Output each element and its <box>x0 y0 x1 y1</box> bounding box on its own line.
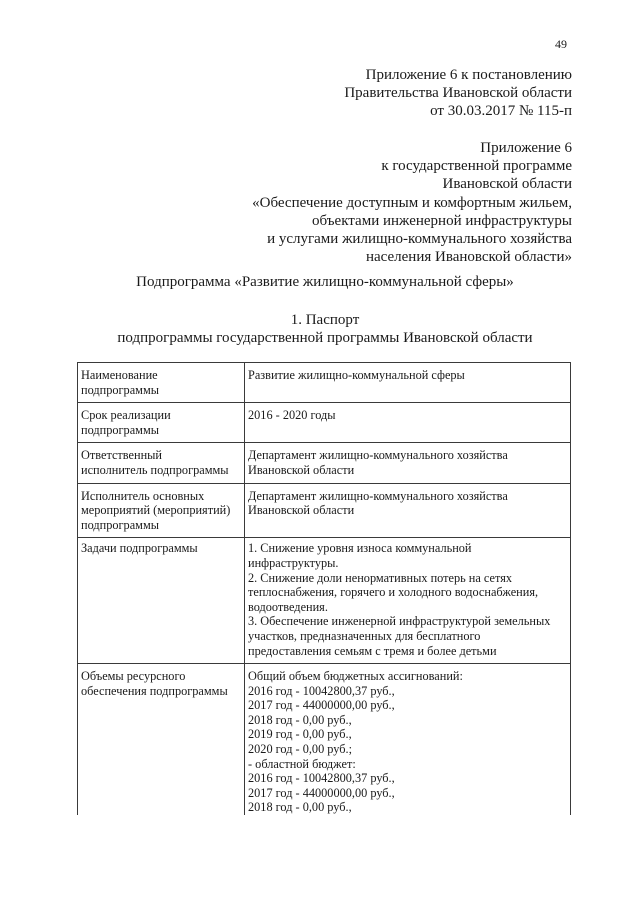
table-row <box>78 403 571 443</box>
appendix-program-line: к государственной программе <box>381 158 572 175</box>
row-value-cell <box>245 664 571 815</box>
appendix-decree-line: Правительства Ивановской области <box>344 85 572 102</box>
subprogram-title: Подпрограмма «Развитие жилищно-коммунальной сферы» <box>136 274 514 290</box>
appendix-program-line: населения Ивановской области» <box>365 249 572 266</box>
row-value-line: Общий объем бюджетных ассигнований: <box>248 669 463 684</box>
appendix-program-line: и услугами жилищно-коммунального хозяйства <box>267 231 572 248</box>
row-label-line: Задачи подпрограммы <box>81 541 198 556</box>
row-label-line: подпрограммы <box>81 422 159 437</box>
appendix-program-line: объектами инженерной инфраструктуры <box>312 212 572 229</box>
row-label-cell <box>78 443 245 483</box>
table-row <box>78 483 571 538</box>
row-value-line: участков, предназначенных для бесплатного <box>248 628 481 643</box>
row-value-line: 2016 - 2020 годы <box>248 408 336 423</box>
row-value-line: 2017 год - 44000000,00 руб., <box>248 698 395 713</box>
row-value-line: водоотведения. <box>248 599 328 614</box>
row-label-cell <box>78 664 245 815</box>
row-value-cell <box>245 443 571 483</box>
passport-subtitle: подпрограммы государственной программы Ивановской области <box>117 330 533 346</box>
row-label-line: Исполнитель основных <box>81 488 205 503</box>
table-row <box>78 538 571 664</box>
row-label-cell <box>78 363 245 403</box>
appendix-program-line: «Обеспечение доступным и комфортным жильем, <box>252 194 572 211</box>
row-label-line: подпрограммы <box>81 517 159 532</box>
row-value-line: Ивановской области <box>248 503 355 518</box>
table-row <box>78 664 571 815</box>
row-value-line: - областной бюджет: <box>248 756 356 771</box>
row-value-line: 2017 год - 44000000,00 руб., <box>248 785 395 800</box>
row-label-line: Объемы ресурсного <box>81 669 186 684</box>
appendix-program-heading <box>252 139 572 266</box>
table-row <box>78 363 571 403</box>
row-label-line: Ответственный <box>81 448 162 463</box>
row-value-cell <box>245 403 571 443</box>
page-number: 49 <box>555 37 567 51</box>
row-value-line: 1. Снижение уровня износа коммунальной <box>248 541 472 556</box>
row-value-cell <box>245 538 571 664</box>
row-label-cell <box>78 483 245 538</box>
row-value-cell <box>245 483 571 538</box>
appendix-decree-heading <box>344 66 572 121</box>
row-label-cell <box>78 403 245 443</box>
row-value-line: 2016 год - 10042800,37 руб., <box>248 683 395 698</box>
row-label-line: обеспечения подпрограммы <box>81 683 228 698</box>
table-row <box>78 443 571 483</box>
appendix-decree-line: Приложение 6 к постановлению <box>365 67 572 83</box>
appendix-program-line: Приложение 6 <box>480 140 572 156</box>
row-label-line: исполнитель подпрограммы <box>81 462 229 477</box>
row-label-line: Срок реализации <box>81 408 171 423</box>
row-value-line: Департамент жилищно-коммунального хозяйства <box>248 488 508 503</box>
row-value-line: 2. Снижение доли ненормативных потерь на сетях <box>248 570 512 585</box>
row-label-line: подпрограммы <box>81 382 159 397</box>
row-value-line: 2019 год - 0,00 руб., <box>248 727 352 742</box>
row-value-line: 2018 год - 0,00 руб., <box>248 800 352 815</box>
row-value-line: 2020 год - 0,00 руб.; <box>248 742 353 757</box>
row-value-line: 3. Обеспечение инженерной инфраструктурой земельных <box>248 614 551 629</box>
row-value-line: Развитие жилищно-коммунальной сферы <box>248 368 465 382</box>
passport-title: 1. Паспорт <box>290 312 360 328</box>
row-value-line: Департамент жилищно-коммунального хозяйства <box>248 448 508 463</box>
row-value-line: предоставления семьям с тремя и более детьми <box>248 643 497 658</box>
row-value-line: Ивановской области <box>248 462 355 477</box>
appendix-program-line: Ивановской области <box>442 176 572 193</box>
row-value-line: теплоснабжения, горячего и холодного водоснабжения, <box>248 585 539 600</box>
row-value-line: 2016 год - 10042800,37 руб., <box>248 771 395 786</box>
row-label-cell <box>78 538 245 664</box>
appendix-decree-line: от 30.03.2017 № 115-п <box>430 103 572 120</box>
row-value-line: инфраструктуры. <box>248 555 339 570</box>
row-value-cell <box>245 363 571 403</box>
row-label-line: Наименование <box>81 368 158 382</box>
row-value-line: 2018 год - 0,00 руб., <box>248 712 352 727</box>
row-label-line: мероприятий (мероприятий) <box>81 503 231 518</box>
passport-table <box>77 362 571 815</box>
